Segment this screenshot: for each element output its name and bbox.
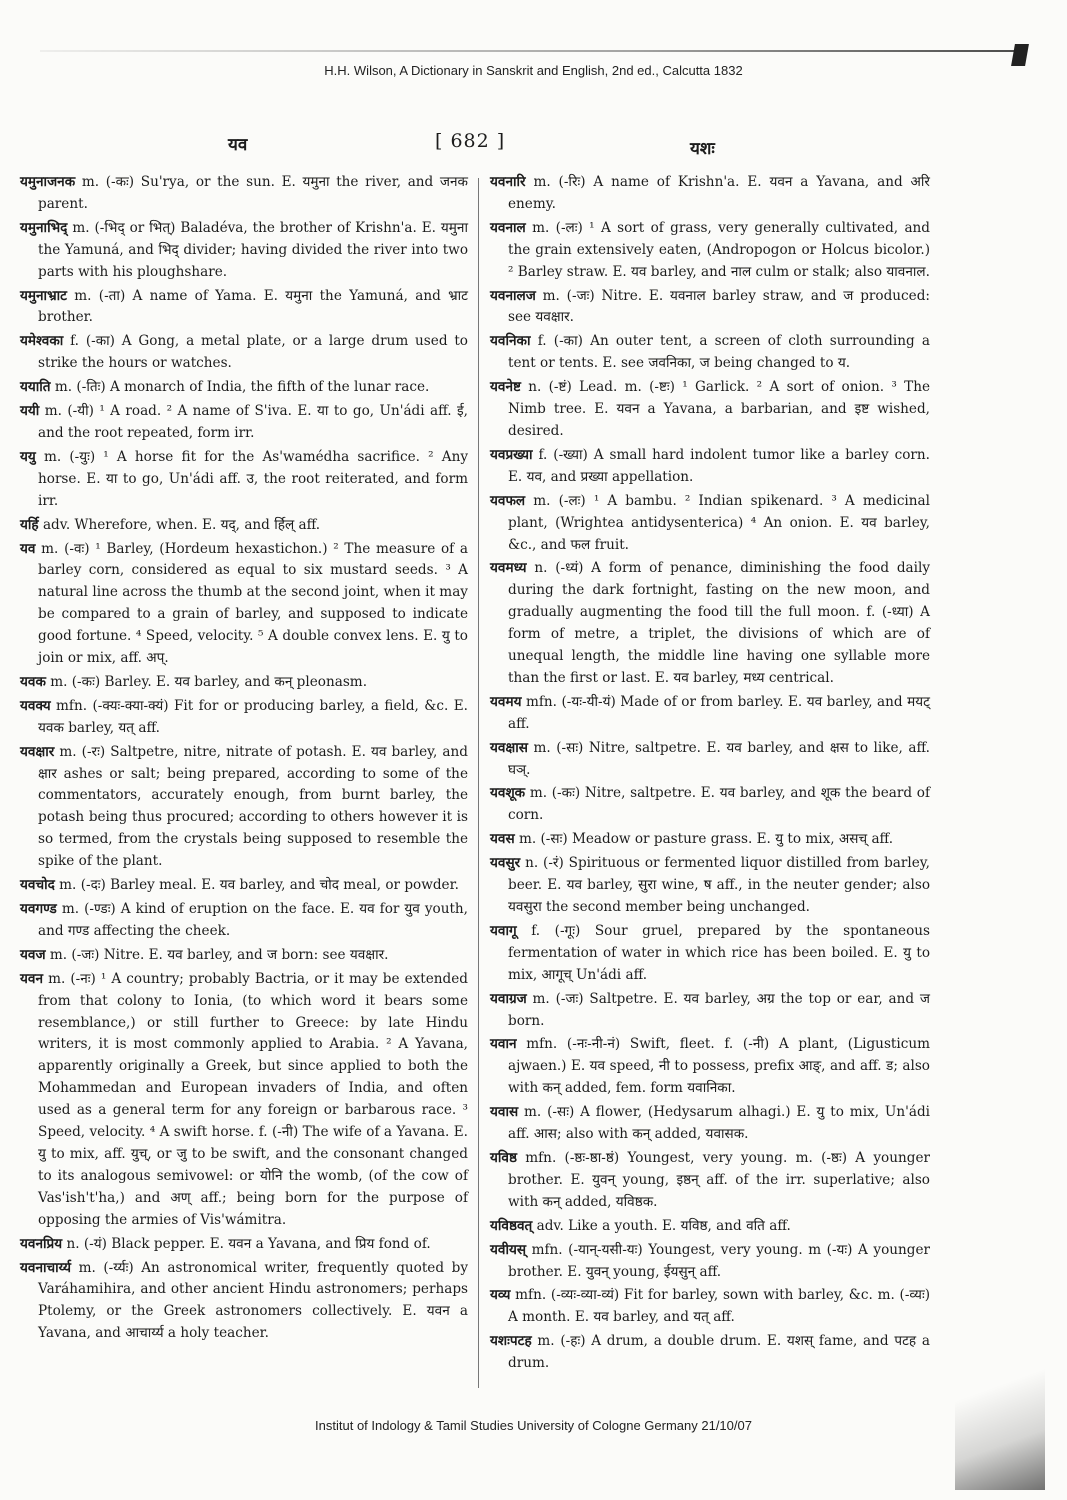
dictionary-entry xyxy=(20,377,468,399)
dictionary-entry xyxy=(490,286,930,330)
entry-definition: m. (-कः) Su'rya, or the sun. E. यमुना the river, and जनक parent. xyxy=(38,174,468,212)
entry-definition: mfn. (-क्यः-क्या-क्यं) Fit for or producing barley, a field, &c. E. यवक barley, यत् aff. xyxy=(38,697,468,736)
entry-headword: यवन xyxy=(20,970,43,987)
entry-definition: m. (-लः) ¹ A bambu. ² Indian spikenard. ³ A medicinal plant, (Wrightea antidysenterica) ⁴ An onion. E. यव barley, &c., and फल fruit. xyxy=(508,492,930,553)
entry-headword: यवमध्य xyxy=(490,560,527,577)
entry-definition: m. (-जः) Nitre. E. यव barley, and ज born: see यवक्षार. xyxy=(49,946,389,963)
entry-headword: यव्य xyxy=(490,1287,511,1304)
entry-headword: यवनप्रिय xyxy=(20,1235,63,1252)
entry-definition: m. (-रिः) A name of Krishn'a. E. यवन a Yavana, and अरि enemy. xyxy=(508,174,930,212)
running-head-left: यव xyxy=(228,135,248,155)
entry-headword: यवक्षास xyxy=(490,739,528,756)
entry-headword: यवक्य xyxy=(20,697,51,714)
right-column xyxy=(490,172,930,1377)
dictionary-entry xyxy=(20,331,468,375)
dictionary-entry xyxy=(20,1258,468,1346)
dictionary-entry xyxy=(490,829,930,851)
page-heading xyxy=(0,130,1067,160)
dictionary-entry xyxy=(490,218,930,284)
entry-headword: यवस xyxy=(490,831,515,848)
dictionary-entry xyxy=(20,401,468,445)
entry-headword: यवनाल xyxy=(490,219,526,236)
entry-definition: m. (-ण्डः) A kind of eruption on the face. E. यव for युव youth, and गण्ड affecting the cheek. xyxy=(38,901,468,939)
dictionary-entry xyxy=(20,742,468,873)
dictionary-entry xyxy=(490,921,930,987)
scan-shadow xyxy=(955,1320,1045,1490)
entry-definition: m. (-र्य्यः) An astronomical writer, frequently quoted by Varáhamihira, and other ancient Hindu astronomers; perhaps Ptolemy, or the Greek astronomers collectively. E. यवन a Yavana, and आचार्य्य a holy teacher. xyxy=(38,1259,468,1342)
entry-headword: यवनेष्ट xyxy=(490,379,521,396)
entry-headword: ययाति xyxy=(20,379,51,396)
entry-headword: ययु xyxy=(20,448,36,465)
dictionary-entry xyxy=(490,1148,930,1214)
source-footer: Institut of Indology & Tamil Studies University of Cologne Germany 21/10/07 xyxy=(315,1418,752,1433)
entry-definition: mfn. (-यान्-यसी-यः) Youngest, very young. m (-यः) A younger brother. E. युवन् young, ईयसुन् aff. xyxy=(508,1241,931,1280)
entry-headword: यवीयस् xyxy=(490,1241,527,1258)
entry-headword: यवक xyxy=(20,673,46,690)
entry-definition: m. (-नः) ¹ A country; probably Bactria, or it may be extended from that colony to Ionia, (to which word it bears some resemblance,) or still further to Greece: by late Hindu writers, it is most commonly applied to Arabia. ² A Yavana, apparently originally a Greek, but since applied to both the Mohammedan and European invaders of India, and often used as a general term for any foreign or barbarous race. ³ Speed, velocity. ⁴ A swift horse. f. (-नी) The wife of a Yavana. E. यु to mix, aff. युच्, or जु to be swift, and the consonant changed to its analogous semivowel: or योनि the womb, (of the cow of Vas'ish't'ha,) and अण् aff.; being born for the purpose of opposing the armies of Vis'wámitra. xyxy=(38,970,468,1228)
entry-definition: m. (-युः) ¹ A horse fit for the As'wamédha sacrifice. ² Any horse. E. या to go, Un'ádi aff. उ, the root reiterated, and form irr. xyxy=(38,448,469,509)
entry-definition: mfn. (-ष्ठः-ष्ठा-ष्ठं) Youngest, very young. m. (-ष्ठः) A younger brother. E. युवन् young, इष्ठन् aff. of the irr. superlative; also with कन् added, यविष्ठक. xyxy=(508,1149,930,1210)
entry-headword: यमुनाभ्राट xyxy=(20,287,68,304)
entry-headword: यवसुर xyxy=(490,855,521,872)
dictionary-entry xyxy=(490,377,930,443)
dictionary-entry xyxy=(20,899,468,943)
dictionary-entry xyxy=(20,969,468,1232)
dictionary-entry xyxy=(490,1331,930,1375)
entry-headword: यवनारि xyxy=(490,174,526,190)
entry-definition: m. (-तिः) A monarch of India, the fifth of the lunar race. xyxy=(54,379,430,396)
entry-definition: m. (-जः) Saltpetre. E. यव barley, अग्र the top or ear, and ज born. xyxy=(508,990,930,1029)
entry-headword: यवनालज xyxy=(490,287,536,304)
entry-definition: mfn. (-व्यः-व्या-व्यं) Fit for barley, sown with barley, &c. m. (-व्यः) A month. E. यव barley, and यत् aff. xyxy=(508,1287,930,1326)
entry-definition: m. (-कः) Nitre, saltpetre. E. यव barley, and शूक the beard of corn. xyxy=(508,785,930,824)
entry-definition: n. (-ष्टं) Lead. m. (-ष्टः) ¹ Garlick. ² A sort of onion. ³ The Nimb tree. E. यवन a Yavana, a barbarian, and इष्ट wished, desired. xyxy=(508,379,930,439)
dictionary-entry xyxy=(490,1216,930,1238)
dictionary-entry xyxy=(490,445,930,489)
dictionary-entry xyxy=(490,331,930,375)
scan-top-edge xyxy=(40,50,1025,52)
page-number: [ 682 ] xyxy=(435,130,506,152)
entry-headword: यविष्ठ xyxy=(490,1149,517,1166)
dictionary-entry xyxy=(490,172,930,216)
entry-headword: यमुनाभिद् xyxy=(20,219,68,236)
entry-headword: यवागू xyxy=(490,922,517,939)
entry-definition: m. (-जः) Nitre. E. यवनाल barley straw, and ज produced: see यवक्षार. xyxy=(508,287,930,326)
entry-definition: mfn. (-यः-यी-यं) Made of or from barley. E. यव barley, and मयट् aff. xyxy=(508,693,930,732)
entry-headword: यवनिका xyxy=(490,333,531,350)
column-divider xyxy=(478,178,479,1388)
dictionary-entry xyxy=(490,692,930,736)
entry-definition: m. (-ता) A name of Yama. E. यमुना the Yamuná, and भ्राट brother. xyxy=(38,287,468,326)
dictionary-entry xyxy=(490,853,930,919)
dictionary-entry xyxy=(20,945,468,967)
entry-headword: यवचोद xyxy=(20,877,55,894)
entry-definition: m. (-रः) Saltpetre, nitre, nitrate of potash. E. यव barley, and क्षार ashes or salt; being prepared, according to some of the commentators, accurately enough, from burnt barley, the potash being thus procured; according to others however it is so termed, from the crystals being supposed to resemble the spike of the plant. xyxy=(38,743,468,870)
entry-definition: m. (-सः) Meadow or pasture grass. E. यु to mix, असच् aff. xyxy=(518,831,894,848)
entry-definition: f. (-ख्या) A small hard indolent tumor like a barley corn. E. यव, and प्रख्या appellation. xyxy=(508,446,930,485)
dictionary-entry xyxy=(490,738,930,782)
entry-headword: यवप्रख्या xyxy=(490,446,533,463)
dictionary-entry xyxy=(20,672,468,694)
entry-definition: m. (-कः) Barley. E. यव barley, and कन् pleonasm. xyxy=(50,673,368,690)
entry-definition: m. (-सः) Nitre, saltpetre. E. यव barley, and क्षस to like, aff. घञ्. xyxy=(508,739,931,778)
entry-headword: यव xyxy=(20,540,36,557)
dictionary-entry xyxy=(490,1240,930,1284)
entry-definition: m. (-हः) A drum, a double drum. E. यशस् fame, and पटह a drum. xyxy=(508,1333,930,1372)
dictionary-entry xyxy=(20,539,468,670)
entry-headword: यमुनाजनक xyxy=(20,174,76,190)
entry-definition: m. (-भिद् or भित्) Baladéva, the brother of Krishn'a. E. यमुना the Yamuná, and भिद् divider; having divided the river into two parts with his ploughshare. xyxy=(38,219,468,280)
dictionary-entry xyxy=(490,558,930,689)
entry-headword: यर्हि xyxy=(20,516,39,533)
entry-headword: यवाग्रज xyxy=(490,990,527,1007)
dictionary-entry xyxy=(490,1034,930,1100)
dictionary-entry xyxy=(20,286,468,330)
dictionary-entry xyxy=(20,172,468,216)
entry-definition: n. (-यं) Black pepper. E. यवन a Yavana, and प्रिय fond of. xyxy=(66,1235,431,1252)
entry-definition: m. (-वः) ¹ Barley, (Hordeum hexastichon.) ² The measure of a barley corn, considered as equal to six mustard seeds. ³ A natural line across the thumb at the second joint, when it may be compared to a grain of barley, and supposed to indicate good fortune. ⁴ Speed, velocity. ⁵ A double convex lens. E. यु to join or mix, aff. अप्. xyxy=(38,540,468,667)
dictionary-entry xyxy=(490,1285,930,1329)
entry-headword: यवास xyxy=(490,1104,519,1121)
entry-headword: यशःपटह xyxy=(490,1333,532,1350)
entry-definition: m. (-दः) Barley meal. E. यव barley, and चोद meal, or powder. xyxy=(59,877,459,894)
entry-headword: यविष्ठवत् xyxy=(490,1217,533,1234)
running-head-right: यशः xyxy=(690,139,715,159)
dictionary-entry xyxy=(20,447,468,513)
dictionary-entry xyxy=(490,491,930,557)
entry-definition: f. (-का) A Gong, a metal plate, or a large drum used to strike the hours or watches. xyxy=(38,333,468,372)
entry-definition: n. (-रं) Spirituous or fermented liquor distilled from barley, beer. E. यव barley, सुरा wine, ष aff., in the neuter gender; also यवसुरा the second member being unchanged. xyxy=(508,855,930,915)
entry-definition: m. (-यी) ¹ A road. ² A name of S'iva. E. या to go, Un'ádi aff. ई, and the root repeated, form irr. xyxy=(38,403,468,441)
entry-definition: adv. Like a youth. E. यविष्ठ, and वति aff. xyxy=(536,1217,791,1234)
entry-headword: यवान xyxy=(490,1036,517,1053)
entry-headword: यवक्षार xyxy=(20,743,55,760)
entry-definition: m. (-लः) ¹ A sort of grass, very generally cultivated, and the grain extensively eaten, (Andropogon or Holcus bicolor.) ² Barley straw. E. यव barley, and नाल culm or stalk; also यावनाल. xyxy=(508,219,930,280)
dictionary-entry xyxy=(20,1234,468,1256)
entry-headword: यवज xyxy=(20,946,46,963)
entry-definition: mfn. (-नः-नी-नं) Swift, fleet. f. (-नी) A plant, (Ligusticum ajwaen.) E. यव speed, नी to possess, prefix आङ्, and aff. ड; also with कन् added, fem. form यवानिका. xyxy=(508,1036,930,1097)
entry-headword: यवशूक xyxy=(490,785,526,802)
dictionary-entry xyxy=(20,696,468,740)
dictionary-entry xyxy=(490,989,930,1033)
entry-headword: यवगण्ड xyxy=(20,901,57,917)
left-column xyxy=(20,172,468,1347)
entry-definition: n. (-ध्यं) A form of penance, diminishing the food daily during the dark fortnight, fasting on the new moon, and gradually augmenting the food till the full moon. f. (-ध्या) A form of metre, a triplet, the divisions of which are of unequal length, the middle line having one syllable more than the first or last. E. यव barley, मध्य centrical. xyxy=(508,560,931,686)
dictionary-entry xyxy=(490,1102,930,1146)
dictionary-entry xyxy=(20,218,468,284)
entry-definition: m. (-सः) A flower, (Hedysarum alhagi.) E. यु to mix, Un'ádi aff. आस; also with कन् added, यवासक. xyxy=(508,1104,930,1143)
entry-definition: f. (-गूः) Sour gruel, prepared by the spontaneous fermentation of water in which rice has been boiled. E. यु to mix, आगूच् Un'ádi aff. xyxy=(508,922,930,983)
dictionary-entry xyxy=(490,783,930,827)
dictionary-entry xyxy=(20,515,468,537)
entry-headword: ययी xyxy=(20,403,40,420)
entry-definition: f. (-का) An outer tent, a screen of cloth surrounding a tent or tents. E. see जवनिका, ज being changed to य. xyxy=(508,333,930,372)
entry-headword: यवनाचार्य्य xyxy=(20,1259,72,1276)
source-header: H.H. Wilson, A Dictionary in Sanskrit and English, 2nd ed., Calcutta 1832 xyxy=(324,63,743,78)
entry-headword: यमेश्वका xyxy=(20,333,64,350)
entry-headword: यवमय xyxy=(490,693,522,710)
entry-headword: यवफल xyxy=(490,492,526,509)
entry-definition: adv. Wherefore, when. E. यद्, and र्हिल् aff. xyxy=(42,516,321,533)
dictionary-entry xyxy=(20,875,468,897)
